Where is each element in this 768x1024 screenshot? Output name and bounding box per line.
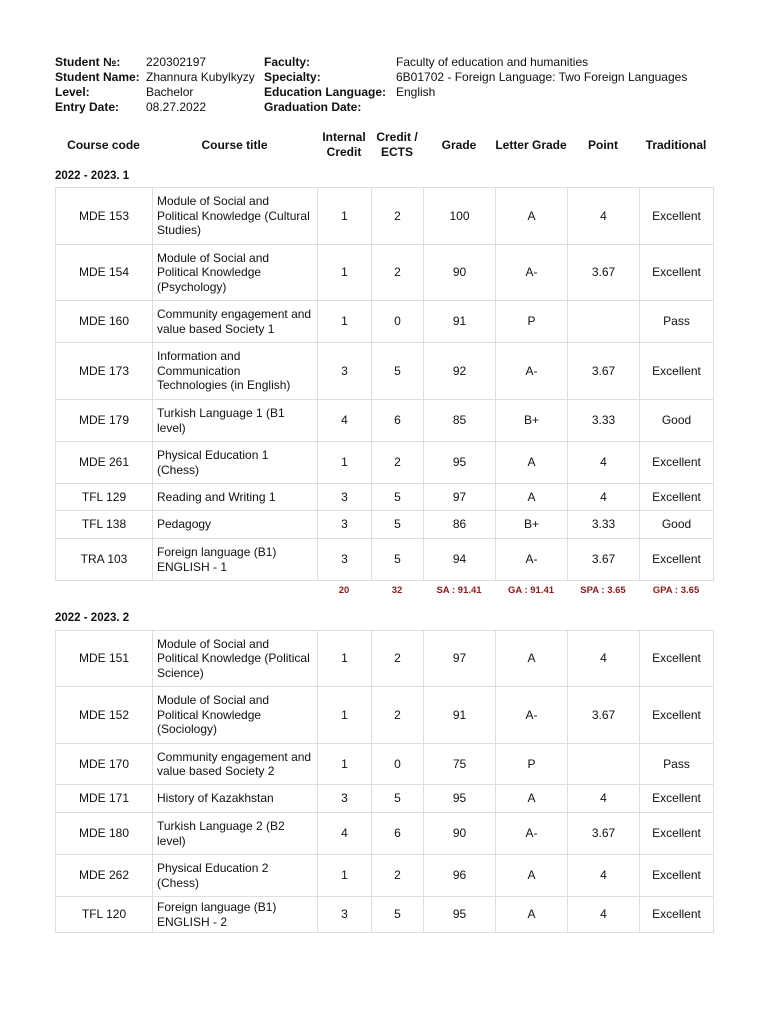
credit-ects: 2 — [372, 631, 424, 687]
table-row — [56, 245, 714, 301]
grade: 97 — [424, 484, 496, 511]
point: 4 — [568, 897, 640, 933]
letter-grade: P — [496, 301, 568, 343]
internal-credit: 4 — [318, 400, 372, 442]
total-sa: SA : 91.41 — [436, 584, 482, 596]
header-point: Point — [588, 137, 618, 152]
credit-ects: 5 — [372, 484, 424, 511]
course-title: Module of Social and Political Knowledge (Political Science) — [153, 631, 318, 687]
internal-credit: 3 — [318, 511, 372, 539]
course-code: MDE 171 — [56, 785, 153, 813]
credit-ects: 0 — [372, 744, 424, 785]
point — [568, 301, 640, 343]
course-title: Module of Social and Political Knowledge (Psychology) — [153, 245, 318, 301]
header-traditional: Traditional — [645, 137, 707, 152]
semester-totals — [55, 580, 713, 600]
semester-title: 2022 - 2023. 1 — [55, 170, 130, 182]
course-code: TFL 129 — [56, 484, 153, 511]
traditional-grade: Excellent — [640, 785, 714, 813]
course-title: Reading and Writing 1 — [153, 484, 318, 511]
letter-grade: B+ — [496, 400, 568, 442]
header-credit-ects: Credit / ECTS — [376, 130, 418, 159]
point: 4 — [568, 484, 640, 511]
student-info — [55, 55, 687, 115]
point: 3.33 — [568, 400, 640, 442]
point: 3.67 — [568, 343, 640, 400]
grade: 94 — [424, 539, 496, 581]
letter-grade: A- — [496, 813, 568, 855]
letter-grade: A — [496, 484, 568, 511]
course-code: TFL 120 — [56, 897, 153, 933]
traditional-grade: Excellent — [640, 188, 714, 245]
table-row — [56, 484, 714, 511]
course-title: Turkish Language 2 (B2 level) — [153, 813, 318, 855]
point — [568, 744, 640, 785]
letter-grade: A — [496, 188, 568, 245]
grade: 97 — [424, 631, 496, 687]
graduation-date-label: Graduation Date: — [264, 100, 362, 114]
semester-title: 2022 - 2023. 2 — [55, 612, 130, 624]
education-language-value: English — [396, 85, 436, 99]
credit-ects: 2 — [372, 442, 424, 484]
course-title: Foreign language (B1) ENGLISH - 1 — [153, 539, 318, 581]
internal-credit: 3 — [318, 484, 372, 511]
grade: 100 — [424, 188, 496, 245]
table-row — [56, 813, 714, 855]
grades-table — [55, 187, 714, 581]
traditional-grade: Excellent — [640, 687, 714, 744]
point: 4 — [568, 188, 640, 245]
point: 4 — [568, 785, 640, 813]
point: 3.67 — [568, 813, 640, 855]
table-row — [56, 897, 714, 933]
grade: 96 — [424, 855, 496, 897]
internal-credit: 1 — [318, 188, 372, 245]
point: 4 — [568, 855, 640, 897]
internal-credit: 3 — [318, 343, 372, 400]
grade: 95 — [424, 442, 496, 484]
credit-ects: 5 — [372, 343, 424, 400]
table-row — [56, 400, 714, 442]
letter-grade: A — [496, 785, 568, 813]
course-code: MDE 154 — [56, 245, 153, 301]
table-row — [56, 539, 714, 581]
course-code: MDE 180 — [56, 813, 153, 855]
grade: 91 — [424, 687, 496, 744]
course-code: MDE 160 — [56, 301, 153, 343]
grade: 85 — [424, 400, 496, 442]
traditional-grade: Good — [640, 400, 714, 442]
credit-ects: 2 — [372, 245, 424, 301]
point: 3.67 — [568, 539, 640, 581]
traditional-grade: Excellent — [640, 343, 714, 400]
student-name-label: Student Name: — [55, 70, 140, 84]
credit-ects: 6 — [372, 400, 424, 442]
credit-ects: 6 — [372, 813, 424, 855]
total-spa: SPA : 3.65 — [580, 584, 626, 596]
traditional-grade: Good — [640, 511, 714, 539]
table-row — [56, 687, 714, 744]
education-language-label: Education Language: — [264, 85, 387, 99]
point: 3.33 — [568, 511, 640, 539]
course-code: TFL 138 — [56, 511, 153, 539]
internal-credit: 3 — [318, 539, 372, 581]
table-row — [56, 188, 714, 245]
internal-credit: 1 — [318, 631, 372, 687]
internal-credit: 1 — [318, 245, 372, 301]
course-code: MDE 261 — [56, 442, 153, 484]
letter-grade: P — [496, 744, 568, 785]
table-header — [55, 128, 713, 162]
internal-credit: 1 — [318, 442, 372, 484]
course-code: MDE 153 — [56, 188, 153, 245]
letter-grade: A- — [496, 245, 568, 301]
internal-credit: 1 — [318, 687, 372, 744]
grade: 90 — [424, 245, 496, 301]
header-course-code: Course code — [67, 137, 140, 152]
student-number: 220302197 — [146, 55, 207, 69]
table-row — [56, 744, 714, 785]
internal-credit: 4 — [318, 813, 372, 855]
grade: 91 — [424, 301, 496, 343]
table-row — [56, 631, 714, 687]
grade: 95 — [424, 785, 496, 813]
specialty-value: 6B01702 - Foreign Language: Two Foreign Languages — [396, 70, 688, 84]
table-row — [56, 785, 714, 813]
course-code: MDE 151 — [56, 631, 153, 687]
graduation-date-value — [396, 100, 687, 115]
grade: 75 — [424, 744, 496, 785]
credit-ects: 2 — [372, 687, 424, 744]
letter-grade: A- — [496, 343, 568, 400]
letter-grade: A — [496, 442, 568, 484]
course-code: MDE 170 — [56, 744, 153, 785]
grade: 92 — [424, 343, 496, 400]
letter-grade: A — [496, 631, 568, 687]
credit-ects: 5 — [372, 897, 424, 933]
course-title: Information and Communication Technologies (in English) — [153, 343, 318, 400]
letter-grade: B+ — [496, 511, 568, 539]
traditional-grade: Excellent — [640, 245, 714, 301]
total-ga: GA : 91.41 — [507, 584, 555, 596]
course-title: Module of Social and Political Knowledge (Cultural Studies) — [153, 188, 318, 245]
point: 4 — [568, 631, 640, 687]
table-row — [56, 511, 714, 539]
credit-ects: 2 — [372, 188, 424, 245]
course-code: MDE 262 — [56, 855, 153, 897]
faculty-label: Faculty: — [264, 55, 311, 69]
traditional-grade: Excellent — [640, 442, 714, 484]
internal-credit: 1 — [318, 744, 372, 785]
letter-grade: A — [496, 855, 568, 897]
course-title: History of Kazakhstan — [153, 785, 318, 813]
table-row — [56, 442, 714, 484]
table-row — [56, 343, 714, 400]
internal-credit: 1 — [318, 855, 372, 897]
table-row — [56, 301, 714, 343]
course-title: Physical Education 1 (Chess) — [153, 442, 318, 484]
letter-grade: A- — [496, 539, 568, 581]
point: 3.67 — [568, 245, 640, 301]
letter-grade: A- — [496, 687, 568, 744]
course-title: Turkish Language 1 (B1 level) — [153, 400, 318, 442]
grade: 95 — [424, 897, 496, 933]
entry-date-value: 08.27.2022 — [146, 100, 207, 114]
credit-ects: 0 — [372, 301, 424, 343]
course-title: Community engagement and value based Society 1 — [153, 301, 318, 343]
level-label: Level: — [55, 85, 90, 99]
traditional-grade: Excellent — [640, 484, 714, 511]
student-name: Zhannura Kubylkyzy — [146, 70, 255, 84]
grade: 90 — [424, 813, 496, 855]
total-internal-credit: 20 — [338, 584, 350, 596]
internal-credit: 1 — [318, 301, 372, 343]
traditional-grade: Pass — [640, 744, 714, 785]
course-title: Community engagement and value based Society 2 — [153, 744, 318, 785]
grade: 86 — [424, 511, 496, 539]
course-title: Pedagogy — [153, 511, 318, 539]
point: 3.67 — [568, 687, 640, 744]
internal-credit: 3 — [318, 897, 372, 933]
specialty-label: Specialty: — [264, 70, 321, 84]
grades-table — [55, 630, 714, 933]
header-grade: Grade — [441, 137, 477, 152]
traditional-grade: Excellent — [640, 897, 714, 933]
total-ects: 32 — [391, 584, 403, 596]
course-title: Module of Social and Political Knowledge (Sociology) — [153, 687, 318, 744]
credit-ects: 5 — [372, 539, 424, 581]
course-code: MDE 173 — [56, 343, 153, 400]
course-code: MDE 179 — [56, 400, 153, 442]
faculty-value: Faculty of education and humanities — [396, 55, 589, 69]
level-value: Bachelor — [146, 85, 194, 99]
course-code: TRA 103 — [56, 539, 153, 581]
credit-ects: 5 — [372, 511, 424, 539]
point: 4 — [568, 442, 640, 484]
student-number-label: Student №: — [55, 55, 121, 69]
traditional-grade: Pass — [640, 301, 714, 343]
traditional-grade: Excellent — [640, 813, 714, 855]
course-title: Physical Education 2 (Chess) — [153, 855, 318, 897]
total-gpa: GPA : 3.65 — [652, 584, 700, 596]
credit-ects: 2 — [372, 855, 424, 897]
internal-credit: 3 — [318, 785, 372, 813]
table-row — [56, 855, 714, 897]
header-letter-grade: Letter Grade — [495, 137, 567, 152]
letter-grade: A — [496, 897, 568, 933]
course-title: Foreign language (B1) ENGLISH - 2 — [153, 897, 318, 933]
traditional-grade: Excellent — [640, 631, 714, 687]
credit-ects: 5 — [372, 785, 424, 813]
traditional-grade: Excellent — [640, 539, 714, 581]
course-code: MDE 152 — [56, 687, 153, 744]
header-course-title: Course title — [201, 137, 268, 152]
header-internal-credit: Internal Credit — [322, 130, 366, 159]
traditional-grade: Excellent — [640, 855, 714, 897]
entry-date-label: Entry Date: — [55, 100, 120, 114]
